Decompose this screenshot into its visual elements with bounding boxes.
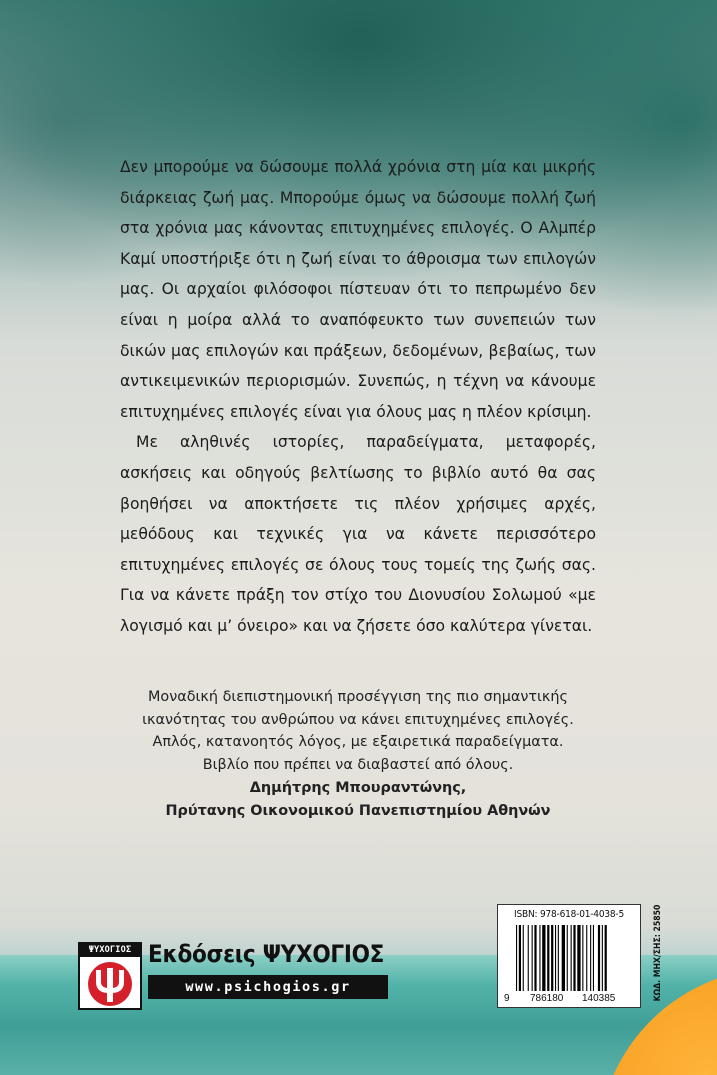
barcode-bar [582,925,583,991]
blurb-text [120,152,596,642]
publisher-url-bar [148,975,388,999]
barcode-bar [534,925,536,991]
barcode-icon [516,925,632,991]
quote-author: Δημήτρης Μπουραντώνης, [249,779,467,796]
barcode-bar [558,925,559,991]
barcode-bar [598,925,600,991]
barcode-bar [573,925,575,991]
isbn-digits-last: 140385 [582,993,616,1004]
barcode-bar [539,925,540,991]
blurb-paragraph-2: Με αληθινές ιστορίες, παραδείγματα, μεταφορές, ασκήσεις και οδηγούς βελτίωσης το βιβλίο αυτό θα σας βοηθήσει να αποκτήσετε τις πλέον χρήσιμες αρχές, μεθόδους και τεχνικές για να κάνετε περισσότερο επιτυχημένες επιλογές σε όλους τους τομείς της ζωής σας. Για να κάνετε πράξη τον στίχο του Διονυσίου Σολωμού «με λογισμό και μ’ όνειρο» και να ζήσετε όσο καλύτερα γίνεται. [120,433,596,635]
publisher-url[interactable]: www.psichogios.gr [185,979,351,995]
product-code-text: ΚΩΔ. ΜΗΧ/ΣΗΣ: 25850 [653,904,663,1002]
isbn-barcode-box [497,904,641,1008]
barcode-bar [519,925,521,991]
barcode-bar [590,925,591,991]
barcode-bar [551,925,553,991]
barcode-bar [555,925,556,991]
barcode-bar [528,925,529,991]
isbn-digits-middle: 786180 [530,993,564,1004]
barcode-bar [605,925,607,991]
barcode-bar [571,925,572,991]
publisher-name: Εκδόσεις ΨΥΧΟΓΙΟΣ [148,940,385,968]
publisher-block [78,942,388,1014]
endorsement-quote [120,686,596,822]
barcode-bar [547,925,549,991]
barcode-bar [542,925,545,991]
quote-line: Μοναδική διεπιστημονική προσέγγιση της πιο σημαντικής [148,689,568,705]
blurb-paragraph-1: Δεν μπορούμε να δώσουμε πολλά χρόνια στη μία και μικρής διάρκειας ζωή μας. Μπορούμε όμως να δώσουμε πολλή ζωή στα χρόνια μας κάνοντας επιτυχημένες επιλογές. Ο Αλμπέρ Καμί υποστήριξε ότι η ζωή είναι το άθροισμα των επιλογών μας. Οι αρχαίοι φιλόσοφοι πίστευαν ότι το πεπρωμένο δεν είναι η μοίρα αλλά το αναπόφευκτο των συνεπειών των δικών μας επιλογών και πράξεων, δεδομένων, βεβαίως, των αντικειμενικών περιορισμών. Συνεπώς, η τέχνη να κάνουμε επιτυχημένες επιλογές είναι για όλους μας η πλέον κρίσιμη. [120,158,596,421]
publisher-logo [78,942,142,1010]
psi-logo-icon [86,960,134,1008]
quote-author-title: Πρύτανης Οικονομικού Πανεπιστημίου Αθηνών [165,802,551,819]
barcode-bar [562,925,565,991]
quote-line: Απλός, κατανοητός λόγος, με εξαιρετικά παραδείγματα. [152,734,564,751]
publisher-logo-text: ΨΥΧΟΓΙΟΣ [80,944,140,957]
barcode-bar [532,925,533,991]
barcode-bar [516,925,517,991]
barcode-bar [577,925,580,991]
barcode-bar [523,925,524,991]
quote-line: ικανότητας του ανθρώπου να κάνει επιτυχημένες επιλογές. [142,711,574,728]
barcode-bar [586,925,587,991]
barcode-bar [567,925,568,991]
barcode-bar [602,925,603,991]
product-code [640,902,666,1010]
isbn-digits [498,993,640,1007]
quote-line: Βιβλίο που πρέπει να διαβαστεί από όλους. [202,757,514,774]
isbn-digit-first: 9 [504,993,510,1004]
isbn-label: ISBN: 978-618-01-4038-5 [514,909,624,920]
barcode-bar [593,925,594,991]
